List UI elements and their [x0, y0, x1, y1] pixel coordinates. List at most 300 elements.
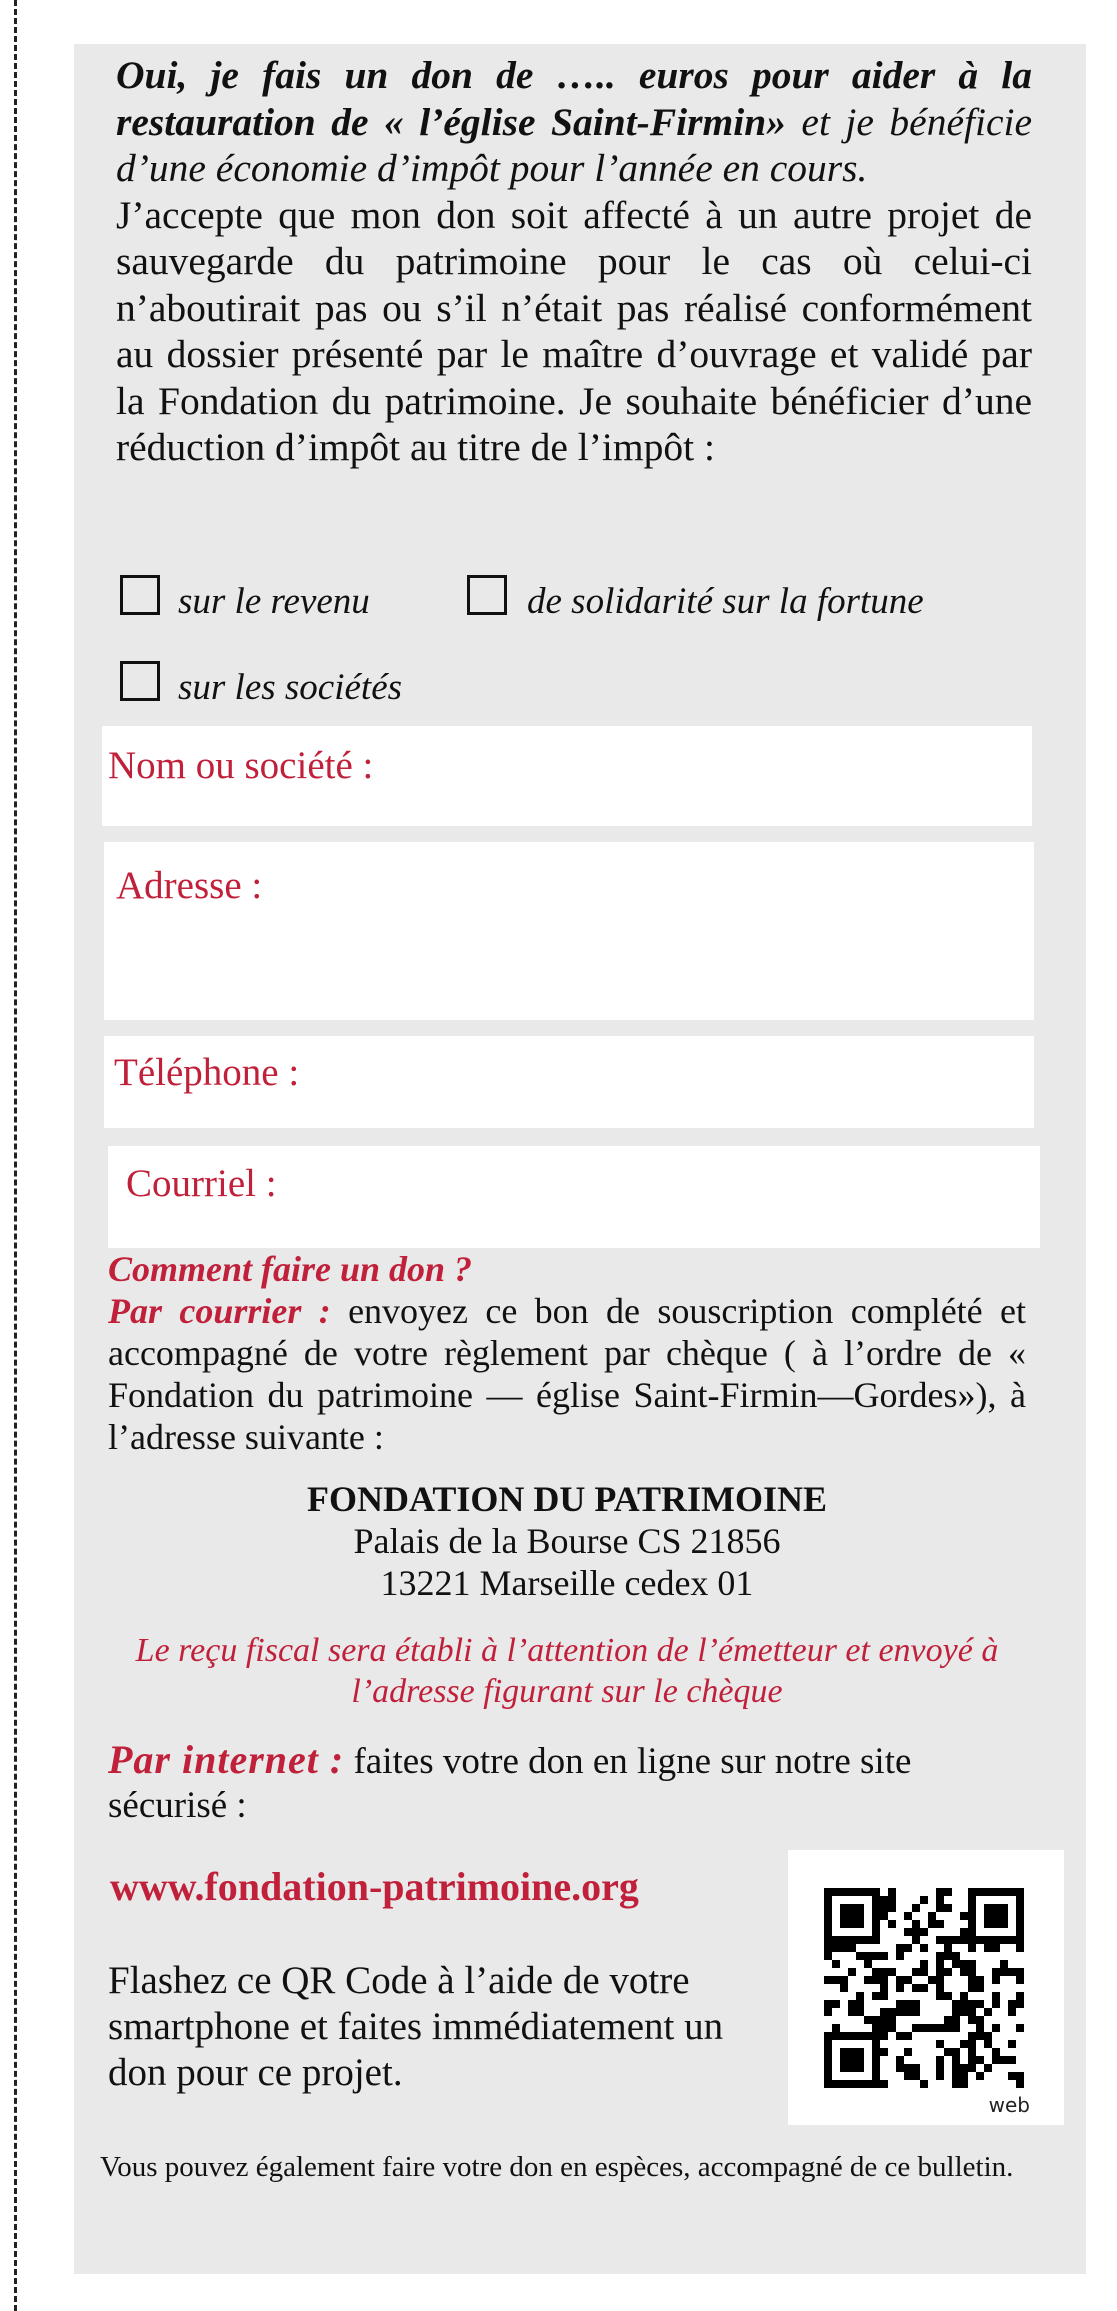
qr-module — [968, 1976, 976, 1984]
qr-module — [1016, 2024, 1024, 2032]
qr-module — [1008, 2000, 1016, 2008]
qr-module — [912, 2064, 920, 2072]
qr-module — [944, 1888, 952, 1896]
qr-module — [856, 1992, 864, 2000]
mail-text: envoyez ce bon de souscription complété et accompagné de votre règlement par chèque ( à l’ordre de « Fondation du patrimoine — église Saint-Firmin—Gordes»), à l’adresse suivante : — [108, 1291, 1026, 1457]
qr-module — [840, 2080, 848, 2088]
qr-module — [824, 1976, 832, 1984]
qr-module — [848, 2048, 856, 2056]
qr-module — [968, 2032, 976, 2040]
qr-module — [880, 1992, 888, 2000]
qr-module — [976, 1976, 984, 1984]
qr-module — [1000, 2056, 1008, 2064]
qr-module — [920, 1896, 928, 1904]
qr-module — [864, 1976, 872, 1984]
qr-module — [824, 1936, 832, 1944]
internet-lead: Par internet : — [108, 1737, 345, 1782]
qr-module — [952, 1952, 960, 1960]
qr-module — [976, 2032, 984, 2040]
qr-module — [968, 1984, 976, 1992]
qr-module — [848, 1920, 856, 1928]
qr-module — [872, 1896, 880, 1904]
qr-module — [848, 1904, 856, 1912]
qr-module — [944, 1904, 952, 1912]
qr-module — [1016, 1992, 1024, 2000]
qr-module — [896, 1952, 904, 1960]
qr-module — [872, 1888, 880, 1896]
qr-module — [848, 1968, 856, 1976]
qr-module — [872, 2024, 880, 2032]
qr-module — [864, 2080, 872, 2088]
qr-module — [944, 1992, 952, 2000]
qr-module — [960, 2008, 968, 2016]
qr-module — [992, 1936, 1000, 1944]
qr-module — [840, 2048, 848, 2056]
qr-module — [1016, 2080, 1024, 2088]
qr-module — [824, 1944, 832, 1952]
qr-module — [856, 2048, 864, 2056]
qr-module — [1000, 1888, 1008, 1896]
qr-module — [1016, 2000, 1024, 2008]
qr-module — [856, 1888, 864, 1896]
qr-module — [920, 2024, 928, 2032]
qr-module — [960, 1912, 968, 1920]
qr-module — [896, 2064, 904, 2072]
name-field-label: Nom ou société : — [108, 744, 374, 787]
qr-module — [992, 1976, 1000, 1984]
qr-module — [960, 1960, 968, 1968]
qr-module — [984, 1912, 992, 1920]
checkbox-corporate-tax[interactable] — [120, 661, 160, 701]
qr-module — [984, 2032, 992, 2040]
qr-module — [968, 1928, 976, 1936]
phone-field-label: Téléphone : — [114, 1051, 300, 1094]
how-to-donate-title: Comment faire un don ? — [108, 1249, 473, 1289]
qr-code-box — [788, 1850, 1064, 2125]
qr-module — [952, 2016, 960, 2024]
qr-module — [848, 2008, 856, 2016]
qr-module — [896, 2008, 904, 2016]
qr-module — [840, 2064, 848, 2072]
qr-module — [840, 1912, 848, 1920]
pledge-text — [116, 52, 1032, 471]
qr-module — [968, 1888, 976, 1896]
qr-code-icon — [824, 1888, 1024, 2088]
qr-module — [904, 2000, 912, 2008]
qr-module — [992, 1992, 1000, 2000]
qr-module — [880, 2016, 888, 2024]
qr-module — [952, 2008, 960, 2016]
qr-module — [912, 1968, 920, 1976]
qr-module — [848, 1912, 856, 1920]
qr-module — [904, 1944, 912, 1952]
qr-module — [952, 2048, 960, 2056]
qr-module — [832, 1944, 840, 1952]
qr-module — [976, 2000, 984, 2008]
qr-module — [960, 2000, 968, 2008]
qr-module — [936, 1896, 944, 1904]
qr-module — [840, 1944, 848, 1952]
qr-module — [952, 1936, 960, 1944]
qr-module — [888, 1888, 896, 1896]
qr-module — [984, 1888, 992, 1896]
qr-module — [936, 1992, 944, 2000]
pledge-rest: et je bénéficie d’une économie d’impôt pour l’année en cours. — [116, 99, 1032, 190]
qr-module — [984, 2064, 992, 2072]
qr-module — [872, 2072, 880, 2080]
qr-module — [888, 1968, 896, 1976]
qr-module — [936, 1936, 944, 1944]
qr-module — [872, 1976, 880, 1984]
email-field-label: Courriel : — [126, 1162, 277, 1205]
qr-module — [824, 2000, 832, 2008]
qr-module — [992, 2056, 1000, 2064]
qr-module — [840, 1976, 848, 1984]
qr-module — [992, 2000, 1000, 2008]
qr-module — [920, 2080, 928, 2088]
qr-module — [992, 1920, 1000, 1928]
qr-module — [920, 1968, 928, 1976]
qr-module — [1000, 1920, 1008, 1928]
qr-module — [888, 2016, 896, 2024]
qr-module — [824, 2064, 832, 2072]
qr-module — [984, 1944, 992, 1952]
qr-module — [848, 1944, 856, 1952]
qr-module — [960, 2080, 968, 2088]
qr-module — [936, 1888, 944, 1896]
qr-module — [824, 1896, 832, 1904]
qr-module — [968, 2016, 976, 2024]
qr-module — [912, 1928, 920, 1936]
qr-module — [920, 1928, 928, 1936]
qr-module — [896, 1984, 904, 1992]
qr-module — [880, 2048, 888, 2056]
checkbox-income-tax[interactable] — [120, 575, 160, 615]
qr-module — [856, 1920, 864, 1928]
qr-module — [880, 1968, 888, 1976]
qr-module — [1016, 1904, 1024, 1912]
qr-module — [992, 1888, 1000, 1896]
qr-module — [992, 1944, 1000, 1952]
qr-module — [1008, 2072, 1016, 2080]
qr-module — [1016, 1920, 1024, 1928]
checkbox-label-wealth-tax: de solidarité sur la fortune — [527, 581, 924, 622]
qr-module — [824, 2056, 832, 2064]
qr-module — [952, 2024, 960, 2032]
qr-module — [824, 1904, 832, 1912]
qr-module — [824, 1888, 832, 1896]
qr-module — [960, 1992, 968, 2000]
qr-module — [896, 2032, 904, 2040]
qr-module — [960, 2064, 968, 2072]
qr-module — [936, 2064, 944, 2072]
qr-module — [928, 1920, 936, 1928]
checkbox-label-corporate-tax: sur les sociétés — [178, 667, 403, 708]
qr-module — [872, 2048, 880, 2056]
qr-module — [880, 1912, 888, 1920]
qr-module — [1008, 1968, 1016, 1976]
qr-module — [872, 1952, 880, 1960]
qr-module — [856, 1936, 864, 1944]
qr-module — [856, 1912, 864, 1920]
qr-module — [824, 1928, 832, 1936]
qr-module — [912, 1920, 920, 1928]
qr-module — [984, 1936, 992, 1944]
qr-module — [992, 2048, 1000, 2056]
qr-module — [952, 2056, 960, 2064]
qr-module — [824, 2072, 832, 2080]
qr-module — [1016, 1928, 1024, 1936]
qr-module — [840, 1920, 848, 1928]
qr-module — [936, 2040, 944, 2048]
qr-module — [880, 2024, 888, 2032]
qr-module — [880, 1896, 888, 1904]
qr-module — [872, 2032, 880, 2040]
qr-module — [832, 1888, 840, 1896]
qr-module — [856, 2064, 864, 2072]
qr-module — [904, 1928, 912, 1936]
qr-module — [832, 1936, 840, 1944]
qr-module — [968, 1896, 976, 1904]
qr-module — [904, 2072, 912, 2080]
qr-module — [856, 1952, 864, 1960]
qr-module — [848, 2032, 856, 2040]
qr-module — [960, 1928, 968, 1936]
qr-module — [936, 2024, 944, 2032]
qr-module — [864, 1960, 872, 1968]
qr-module — [1016, 1968, 1024, 1976]
qr-module — [1000, 1936, 1008, 1944]
qr-module — [944, 2024, 952, 2032]
qr-module — [912, 1984, 920, 1992]
qr-module — [968, 2040, 976, 2048]
internet-instructions — [108, 1738, 1026, 1828]
qr-module — [936, 1960, 944, 1968]
qr-module — [848, 2000, 856, 2008]
qr-module — [968, 1960, 976, 1968]
qr-module — [880, 2008, 888, 2016]
qr-module — [872, 1992, 880, 2000]
qr-module — [832, 1960, 840, 1968]
qr-module — [936, 1920, 944, 1928]
qr-module — [920, 1984, 928, 1992]
qr-module — [984, 2008, 992, 2016]
qr-module — [880, 1904, 888, 1912]
qr-module — [1016, 1976, 1024, 1984]
qr-module — [968, 2008, 976, 2016]
qr-module — [1008, 1936, 1016, 1944]
qr-module — [840, 1888, 848, 1896]
qr-module — [992, 1904, 1000, 1912]
qr-module — [912, 1904, 920, 1912]
qr-module — [912, 1936, 920, 1944]
qr-module — [936, 1952, 944, 1960]
qr-module — [856, 2000, 864, 2008]
qr-module — [872, 1912, 880, 1920]
address-field-label: Adresse : — [116, 864, 263, 907]
qr-caption: web — [988, 2093, 1030, 2117]
qr-module — [912, 2024, 920, 2032]
qr-module — [920, 1960, 928, 1968]
qr-module — [880, 1976, 888, 1984]
qr-module — [824, 2080, 832, 2088]
qr-module — [872, 2080, 880, 2088]
qr-module — [936, 1984, 944, 1992]
qr-module — [960, 2072, 968, 2080]
mail-instructions — [108, 1290, 1026, 1458]
qr-module — [992, 2024, 1000, 2032]
qr-module — [880, 2080, 888, 2088]
qr-module — [888, 1896, 896, 1904]
qr-module — [872, 2016, 880, 2024]
qr-module — [928, 1976, 936, 1984]
qr-module — [872, 2040, 880, 2048]
qr-module — [968, 1920, 976, 1928]
qr-module — [920, 1944, 928, 1952]
qr-module — [944, 1936, 952, 1944]
qr-module — [856, 1904, 864, 1912]
qr-module — [944, 1952, 952, 1960]
qr-module — [840, 1904, 848, 1912]
qr-module — [928, 1912, 936, 1920]
consent-text: J’accepte que mon don soit affecté à un autre projet de sauvegarde du patrimoine pour le cas où celui-ci n’aboutirait pas ou s’il n’était pas réalisé conformément au dossier présenté par le maître d’ouvrage et validé par la Fondation du patrimoine. Je souhaite bénéficier d’une réduction d’impôt au titre de l’impôt : — [116, 192, 1032, 469]
qr-module — [968, 1936, 976, 1944]
qr-module — [1000, 1904, 1008, 1912]
mail-lead: Par courrier : — [108, 1291, 331, 1331]
qr-module — [824, 1920, 832, 1928]
qr-module — [896, 2056, 904, 2064]
qr-module — [968, 2064, 976, 2072]
qr-module — [936, 1976, 944, 1984]
qr-module — [944, 1944, 952, 1952]
qr-module — [832, 2080, 840, 2088]
receipt-note: Le reçu fiscal sera établi à l’attention de l’émetteur et envoyé à l’adresse figurant sur le chèque — [135, 1632, 999, 1710]
qr-module — [864, 1888, 872, 1896]
address-line1: Palais de la Bourse CS 21856 — [353, 1521, 781, 1561]
qr-module — [992, 1968, 1000, 1976]
qr-module — [888, 1920, 896, 1928]
qr-module — [1016, 1944, 1024, 1952]
qr-module — [936, 2072, 944, 2080]
qr-module — [1008, 2008, 1016, 2016]
qr-module — [896, 1976, 904, 1984]
qr-module — [896, 1944, 904, 1952]
address-org: FONDATION DU PATRIMOINE — [307, 1479, 827, 1519]
qr-module — [824, 2008, 832, 2016]
qr-module — [976, 1936, 984, 1944]
qr-module — [824, 2032, 832, 2040]
qr-module — [872, 1928, 880, 1936]
qr-module — [936, 1968, 944, 1976]
qr-module — [856, 2080, 864, 2088]
qr-module — [856, 2032, 864, 2040]
qr-module — [888, 1904, 896, 1912]
qr-module — [992, 1912, 1000, 1920]
qr-module — [960, 1968, 968, 1976]
postal-address — [108, 1478, 1026, 1604]
qr-module — [968, 1968, 976, 1976]
qr-module — [1016, 1936, 1024, 1944]
qr-module — [864, 1952, 872, 1960]
qr-module — [856, 2056, 864, 2064]
qr-module — [872, 2056, 880, 2064]
qr-module — [952, 2064, 960, 2072]
qr-module — [944, 2048, 952, 2056]
pledge-bold: Oui, je fais un don de ….. euros pour aider à la restauration de « l’église Saint-Firmin» — [116, 53, 1032, 144]
qr-module — [1000, 1968, 1008, 1976]
qr-module — [872, 1904, 880, 1912]
qr-module — [904, 1976, 912, 1984]
qr-module — [840, 1936, 848, 1944]
qr-module — [984, 2040, 992, 2048]
qr-module — [1000, 1960, 1008, 1968]
qr-module — [848, 2080, 856, 2088]
qr-module — [976, 2072, 984, 2080]
qr-module — [1016, 1912, 1024, 1920]
qr-module — [1016, 1888, 1024, 1896]
qr-module — [968, 1912, 976, 1920]
qr-module — [912, 2008, 920, 2016]
qr-module — [864, 2032, 872, 2040]
qr-module — [1000, 1912, 1008, 1920]
qr-module — [832, 2032, 840, 2040]
qr-module — [840, 1984, 848, 1992]
qr-instructions: Flashez ce QR Code à l’aide de votre smartphone et faites immédiatement un don pour ce projet. — [108, 1959, 724, 2094]
qr-module — [848, 2064, 856, 2072]
qr-module — [872, 1968, 880, 1976]
qr-module — [904, 1912, 912, 1920]
checkbox-wealth-tax[interactable] — [467, 575, 507, 615]
cut-line — [14, 0, 17, 2311]
qr-module — [968, 2000, 976, 2008]
qr-module — [880, 1952, 888, 1960]
qr-module — [872, 1920, 880, 1928]
qr-module — [968, 2056, 976, 2064]
qr-module — [1008, 2056, 1016, 2064]
qr-module — [1008, 2040, 1016, 2048]
qr-module — [824, 1952, 832, 1960]
qr-module — [912, 2072, 920, 2080]
qr-module — [1016, 1896, 1024, 1904]
qr-module — [976, 1888, 984, 1896]
qr-module — [864, 2016, 872, 2024]
qr-module — [936, 2056, 944, 2064]
qr-module — [976, 2056, 984, 2064]
qr-module — [904, 2048, 912, 2056]
qr-module — [952, 2080, 960, 2088]
qr-module — [1016, 2072, 1024, 2080]
qr-module — [872, 1936, 880, 1944]
qr-module — [832, 2024, 840, 2032]
qr-module — [912, 2000, 920, 2008]
qr-module — [840, 2056, 848, 2064]
qr-module — [952, 1960, 960, 1968]
qr-module — [888, 2008, 896, 2016]
qr-module — [976, 1984, 984, 1992]
qr-module — [960, 1936, 968, 1944]
qr-module — [936, 1904, 944, 1912]
qr-module — [904, 2032, 912, 2040]
qr-module — [968, 1904, 976, 1912]
website-link[interactable]: www.fondation-patrimoine.org — [110, 1864, 639, 1909]
checkbox-label-income-tax: sur le revenu — [178, 581, 370, 622]
address-line2: 13221 Marseille cedex 01 — [380, 1563, 754, 1603]
qr-module — [824, 2040, 832, 2048]
qr-module — [896, 2000, 904, 2008]
qr-module — [944, 1968, 952, 1976]
qr-module — [832, 1976, 840, 1984]
qr-module — [1008, 1888, 1016, 1896]
